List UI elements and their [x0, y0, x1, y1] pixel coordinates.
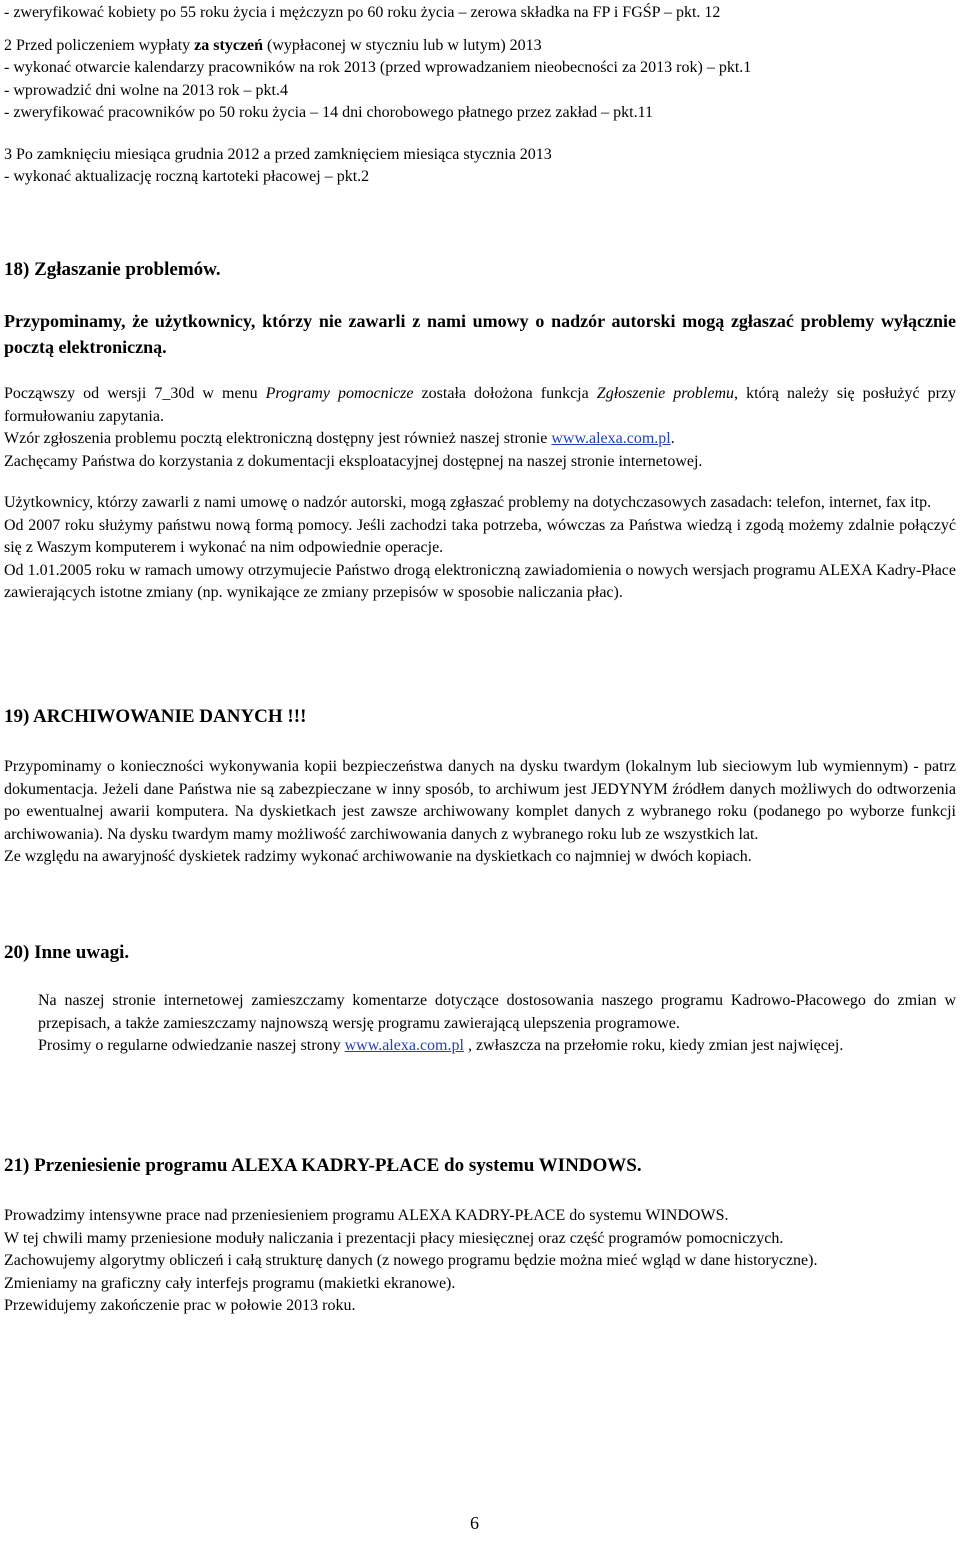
section-3-intro: 3 Po zamknięciu miesiąca grudnia 2012 a przed zamknięciem miesiąca stycznia 2013	[4, 145, 552, 163]
paragraph: Zmieniamy na graficzny cały interfejs programu (makietki ekranowe).	[4, 1274, 456, 1292]
list-item: Prosimy o regularne odwiedzanie naszej strony www.alexa.com.pl , zwłaszcza na przełomie roku, kiedy zmian jest najwięcej.	[38, 1037, 844, 1054]
paragraph: Przewidujemy zakończenie prac w połowie 2013 roku.	[4, 1297, 356, 1314]
section-21-heading: 21) Przeniesienie programu ALEXA KADRY-PŁACE do systemu WINDOWS.	[4, 1155, 642, 1176]
paragraph: Użytkownicy, którzy zawarli z nami umowę o nadzór autorski, mogą zgłaszać problemy na dotychczasowych zasadach: telefon, internet, fax itp.	[4, 494, 932, 511]
instruction-line: - zweryfikować kobiety po 55 roku życia i mężczyzn po 60 roku życia – zerowa składka na FP i FGŚP – pkt. 12	[4, 4, 721, 21]
section-21-body	[4, 1205, 956, 1318]
section-18-body	[4, 383, 956, 605]
top-instructions	[4, 2, 956, 189]
paragraph: Od 1.01.2005 roku w ramach umowy otrzymujecie Państwo drogą elektroniczną zawiadomienia o nowych wersjach programu ALEXA Kadry-Płace zawierających istotne zmiany (np. wynikające ze zmiany przepisów w sposobie naliczania płac).	[4, 561, 956, 601]
paragraph: W tej chwili mamy przeniesione moduły naliczania i prezentacji płacy miesięcznej oraz część programów pomocniczych.	[4, 1229, 784, 1247]
website-link[interactable]: www.alexa.com.pl	[344, 1037, 464, 1054]
paragraph: Począwszy od wersji 7_30d w menu Programy pomocnicze została dołożona funkcja Zgłoszenie problemu, którą należy się posłużyć przy formułowaniu zapytania.	[4, 385, 957, 425]
paragraph: Przypominamy o konieczności wykonywania kopii bezpieczeństwa danych na dysku twardym (lokalnym lub sieciowym lub wymiennym) - patrz dokumentacja. Jeżeli dane Państwa nie są zabezpieczane w inny sposób, to archiwum jest JEDYNYM źródłem danych możliwych do odtworzenia po ewentualnej awarii komputera. Na dyskietkach jest zawsze archiwowany komplet danych z wybranego roku (podanego po wyborze funkcji archiwowania). Na dysku twardym mamy możliwość zarchiwowania danych z wybranego roku lub ze wszystkich lat.	[4, 758, 956, 843]
instruction-line: - wykonać otwarcie kalendarzy pracowników na rok 2013 (przed wprowadzaniem nieobecności za 2013 rok) – pkt.1	[4, 59, 752, 76]
section-19-heading: 19) ARCHIWOWANIE DANYCH !!!	[4, 706, 307, 727]
list-item: Na naszej stronie internetowej zamieszczamy komentarze dotyczące dostosowania naszego programu Kadrowo-Płacowego do zmian w przepisach, a także zamieszczamy najnowszą wersję programu zawierającą ulepszenia programowe.	[38, 992, 956, 1032]
section-18-heading: 18) Zgłaszanie problemów.	[4, 259, 221, 280]
instruction-line: - wykonać aktualizację roczną kartoteki płacowej – pkt.2	[4, 168, 370, 185]
section-20-heading: 20) Inne uwagi.	[4, 942, 130, 963]
website-link[interactable]: www.alexa.com.pl	[551, 430, 671, 447]
paragraph: Wzór zgłoszenia problemu pocztą elektroniczną dostępny jest również naszej stronie www.alexa.com.pl.	[4, 430, 675, 447]
paragraph: Prowadzimy intensywne prace nad przeniesieniem programu ALEXA KADRY-PŁACE do systemu WINDOWS.	[4, 1207, 729, 1224]
paragraph: Od 2007 roku służymy państwu nową formą pomocy. Jeśli zachodzi taka potrzeba, wówczas za Państwa wiedzą i zgodą możemy zdalnie połączyć się z Waszym komputerem i wykonać na nim odpowiednie operacje.	[4, 516, 956, 556]
paragraph: Ze względu na awaryjność dyskietek radzimy wykonać archiwowanie na dyskietkach co najmniej w dwóch kopiach.	[4, 848, 752, 865]
paragraph: Zachowujemy algorytmy obliczeń i całą strukturę danych (z nowego programu będzie można mieć wgląd w dane historyczne).	[4, 1252, 818, 1269]
section-2-intro: 2 Przed policzeniem wypłaty za styczeń (wypłaconej w styczniu lub w lutym) 2013	[4, 36, 542, 54]
section-20-list	[10, 990, 956, 1058]
section-19-body	[4, 756, 956, 869]
instruction-line: - wprowadzić dni wolne na 2013 rok – pkt.4	[4, 81, 288, 99]
instruction-line: - zweryfikować pracowników po 50 roku życia – 14 dni chorobowego płatnego przez zakład – pkt.11	[4, 104, 653, 121]
page-number: 6	[470, 1513, 479, 1533]
section-18-notice: Przypominamy, że użytkownicy, którzy nie zawarli z nami umowy o nadzór autorski mogą zgłaszać problemy wyłącznie pocztą elektroniczną.	[4, 311, 956, 357]
paragraph: Zachęcamy Państwa do korzystania z dokumentacji eksploatacyjnej dostępnej na naszej stronie internetowej.	[4, 452, 703, 470]
